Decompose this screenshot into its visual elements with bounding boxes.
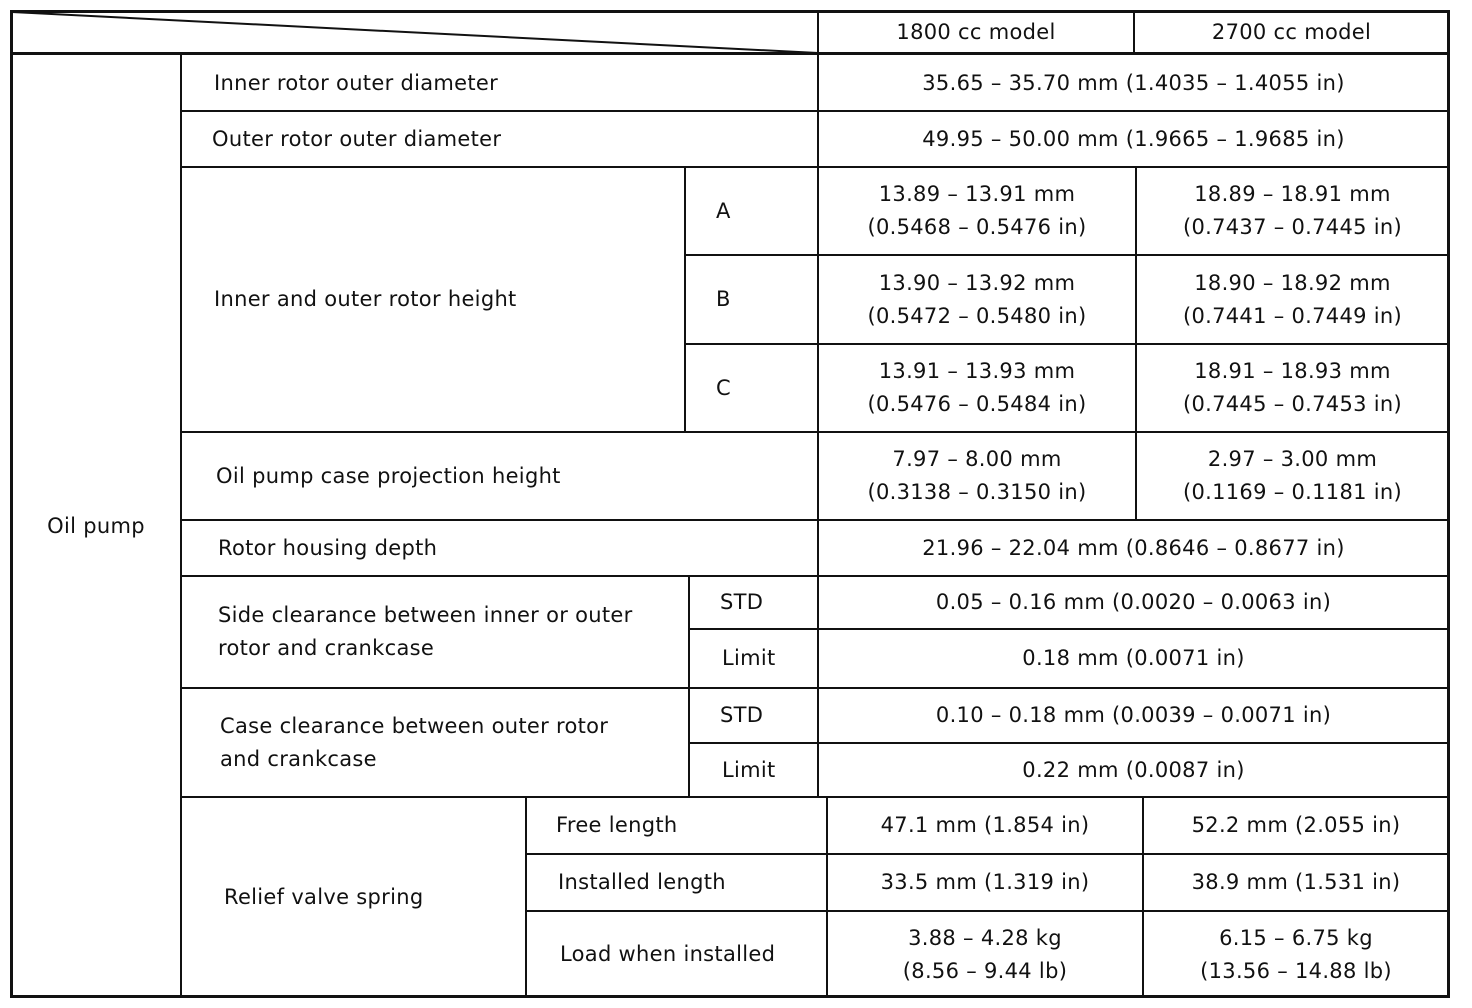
value-b-1800: 13.90 – 13.92 mm (0.5472 – 0.5480 in)	[867, 270, 1087, 328]
value-b-2700: 18.90 – 18.92 mm (0.7441 – 0.7449 in)	[1182, 270, 1402, 328]
header-1800: 1800 cc model	[896, 19, 1056, 44]
installed-length-label: Installed length	[558, 870, 726, 894]
row-label-housing-depth: Rotor housing depth	[218, 535, 438, 560]
row-label-side-clearance: Side clearance between inner or outer rotor and crankcase	[218, 603, 633, 660]
grade-b: B	[716, 287, 731, 311]
free-length-1800: 47.1 mm (1.854 in)	[880, 813, 1090, 837]
header-2700: 2700 cc model	[1211, 19, 1372, 44]
grade-a: A	[716, 198, 731, 223]
side-clearance-std-label: STD	[720, 590, 764, 614]
value-housing-depth: 21.96 – 22.04 mm (0.8646 – 0.8677 in)	[922, 535, 1345, 560]
rule	[12, 52, 1448, 55]
row-label-case-projection: Oil pump case projection height	[216, 463, 561, 488]
value-a-2700: 18.89 – 18.91 mm (0.7437 – 0.7445 in)	[1182, 182, 1402, 239]
value-case-projection-2700: 2.97 – 3.00 mm (0.1169 – 0.1181 in)	[1182, 447, 1402, 504]
free-length-label: Free length	[556, 813, 678, 837]
load-2700: 6.15 – 6.75 kg (13.56 – 14.88 lb)	[1200, 925, 1392, 983]
free-length-2700: 52.2 mm (2.055 in)	[1191, 813, 1401, 837]
side-clearance-std-value: 0.05 – 0.16 mm (0.0020 – 0.0063 in)	[935, 590, 1332, 614]
load-label: Load when installed	[560, 942, 776, 966]
grade-c: C	[716, 375, 731, 400]
rule	[525, 797, 527, 997]
case-clearance-limit-label: Limit	[722, 757, 776, 782]
value-c-1800: 13.91 – 13.93 mm (0.5476 – 0.5484 in)	[867, 359, 1087, 416]
value-inner-rotor-od: 35.65 – 35.70 mm (1.4035 – 1.4055 in)	[922, 70, 1345, 95]
row-label-rotor-height: Inner and outer rotor height	[214, 287, 517, 311]
value-case-projection-1800: 7.97 – 8.00 mm (0.3138 – 0.3150 in)	[867, 447, 1087, 504]
rule	[180, 54, 182, 998]
rule	[688, 576, 690, 797]
row-label-relief-spring: Relief valve spring	[224, 884, 424, 909]
value-a-1800: 13.89 – 13.91 mm (0.5468 – 0.5476 in)	[867, 182, 1087, 239]
installed-length-1800: 33.5 mm (1.319 in)	[880, 870, 1090, 894]
row-label-outer-rotor-od: Outer rotor outer diameter	[212, 126, 502, 151]
row-label-case-clearance: Case clearance between outer rotor and crankcase	[220, 713, 609, 771]
row-label-inner-rotor-od: Inner rotor outer diameter	[214, 70, 499, 95]
case-clearance-std-label: STD	[720, 703, 764, 727]
side-clearance-limit-value: 0.18 mm (0.0071 in)	[1022, 646, 1245, 670]
case-clearance-limit-value: 0.22 mm (0.0087 in)	[1022, 757, 1245, 782]
case-clearance-std-value: 0.10 – 0.18 mm (0.0039 – 0.0071 in)	[935, 703, 1332, 727]
side-clearance-limit-label: Limit	[722, 646, 776, 670]
installed-length-2700: 38.9 mm (1.531 in)	[1191, 870, 1401, 894]
value-outer-rotor-od: 49.95 – 50.00 mm (1.9665 – 1.9685 in)	[922, 126, 1345, 151]
value-c-2700: 18.91 – 18.93 mm (0.7445 – 0.7453 in)	[1182, 359, 1402, 416]
rule	[684, 167, 686, 432]
section-label: Oil pump	[47, 514, 145, 538]
load-1800: 3.88 – 4.28 kg (8.56 – 9.44 lb)	[902, 925, 1068, 983]
